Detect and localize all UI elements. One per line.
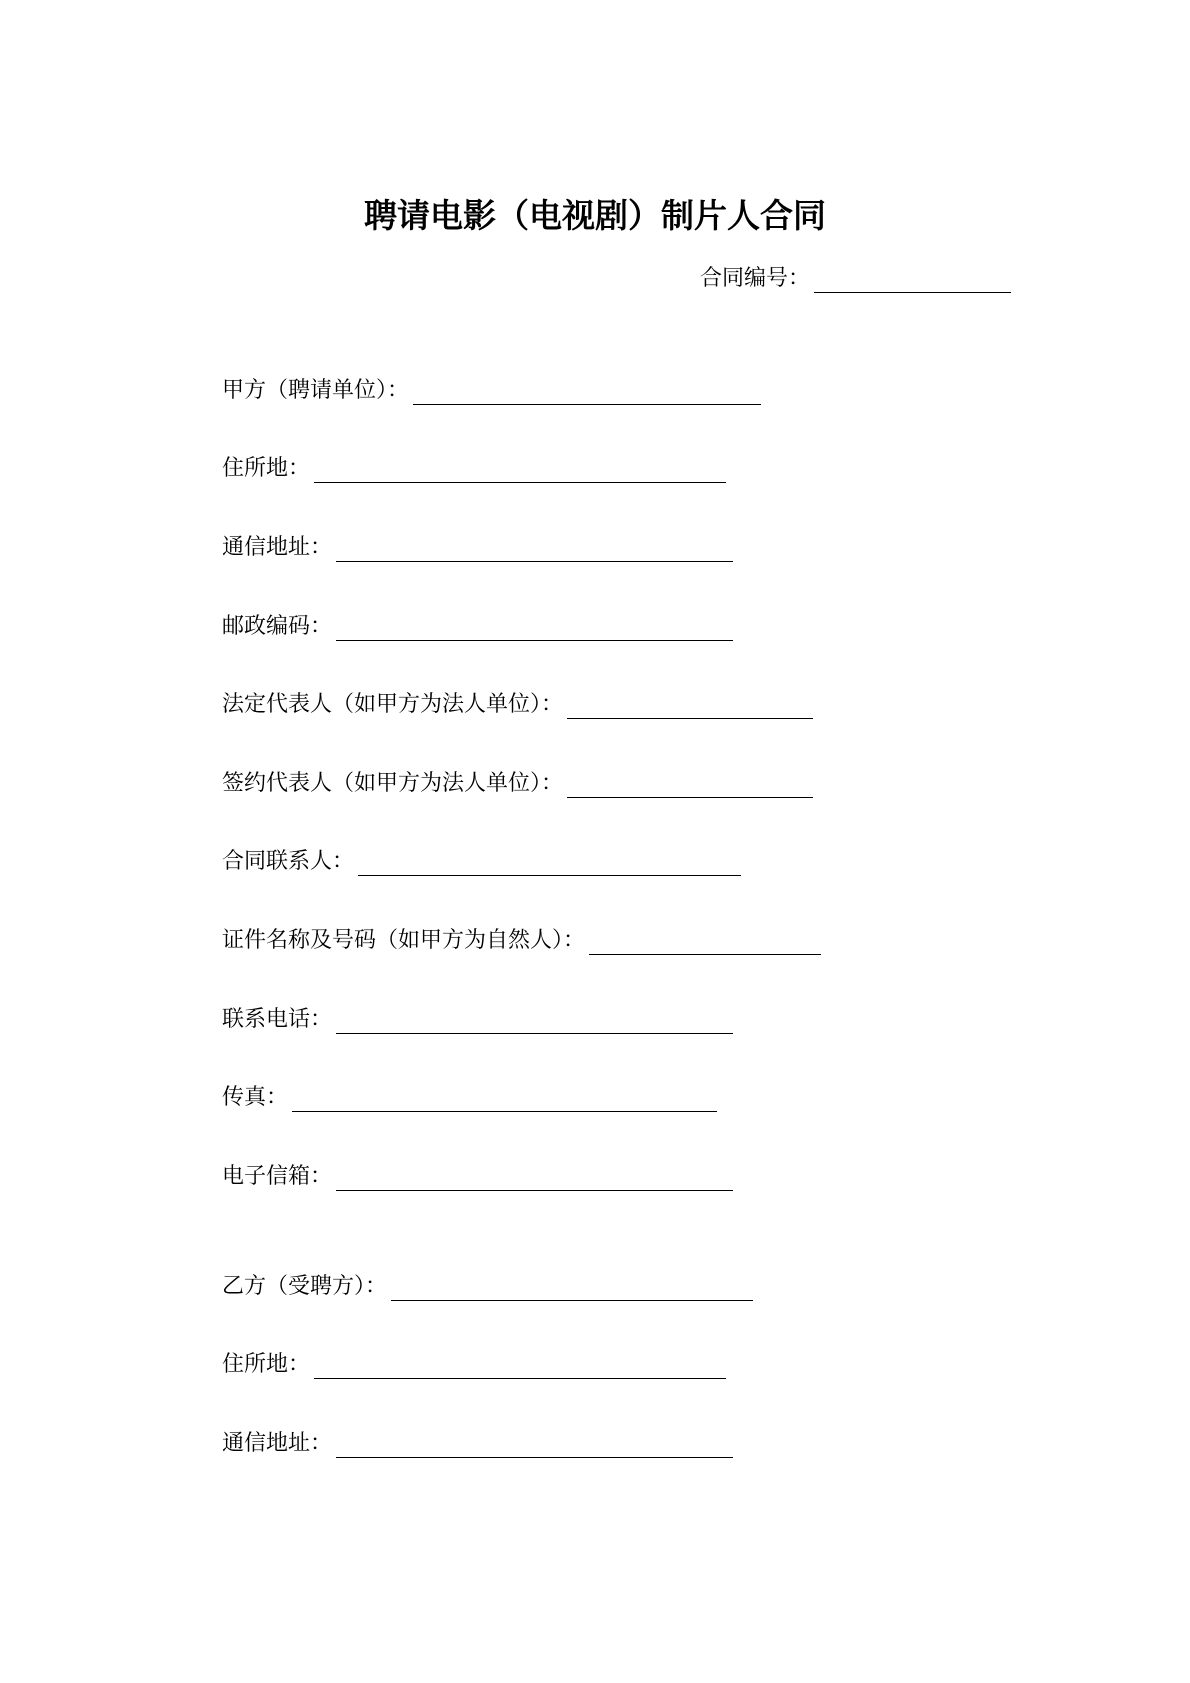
party-a-email-row (222, 1163, 733, 1191)
contract-number-label: 合同编号： (700, 266, 811, 291)
field-label: 甲方（聘请单位）： (222, 378, 410, 403)
field-label: 乙方（受聘方）： (222, 1274, 388, 1299)
party-a-fax-field[interactable] (292, 1085, 717, 1112)
party-a-phone-field[interactable] (336, 1007, 733, 1034)
party-a-signing-rep-row (222, 770, 813, 798)
party-a-legal-rep-field[interactable] (567, 692, 813, 719)
contract-number-row (700, 265, 1011, 293)
party-b-address-row (222, 1351, 726, 1379)
field-label: 住所地： (222, 456, 311, 481)
field-label: 住所地： (222, 1352, 311, 1377)
field-label: 法定代表人（如甲方为法人单位）： (222, 692, 564, 717)
party-a-contact-field[interactable] (358, 849, 741, 876)
field-label: 传真： (222, 1085, 289, 1110)
field-label: 签约代表人（如甲方为法人单位）： (222, 771, 564, 796)
party-a-address-row (222, 455, 726, 483)
field-label: 通信地址： (222, 535, 333, 560)
party-a-postal-code-field[interactable] (336, 614, 733, 641)
party-a-address-field[interactable] (314, 456, 726, 483)
party-a-mailing-address-field[interactable] (336, 535, 733, 562)
party-a-signing-rep-field[interactable] (567, 771, 813, 798)
party-b-mailing-address-row (222, 1430, 733, 1458)
field-label: 合同联系人： (222, 849, 355, 874)
field-label: 电子信箱： (222, 1164, 333, 1189)
document-title: 聘请电影（电视剧）制片人合同 (364, 196, 826, 235)
field-label: 证件名称及号码（如甲方为自然人）： (222, 928, 586, 953)
party-a-phone-row (222, 1006, 733, 1034)
party-b-address-field[interactable] (314, 1352, 726, 1379)
party-a-name-row (222, 377, 761, 405)
party-a-email-field[interactable] (336, 1164, 733, 1191)
party-a-contact-row (222, 848, 741, 876)
field-label: 邮政编码： (222, 614, 333, 639)
field-label: 联系电话： (222, 1007, 333, 1032)
party-b-mailing-address-field[interactable] (336, 1431, 733, 1458)
party-a-id-field[interactable] (589, 928, 821, 955)
party-a-id-row (222, 927, 821, 955)
field-label: 通信地址： (222, 1431, 333, 1456)
contract-number-field[interactable] (814, 266, 1011, 293)
party-a-fax-row (222, 1084, 717, 1112)
party-a-mailing-address-row (222, 534, 733, 562)
party-a-postal-code-row (222, 613, 733, 641)
party-b-name-field[interactable] (391, 1274, 753, 1301)
party-b-name-row (222, 1273, 753, 1301)
party-a-name-field[interactable] (413, 378, 761, 405)
party-a-legal-rep-row (222, 691, 813, 719)
